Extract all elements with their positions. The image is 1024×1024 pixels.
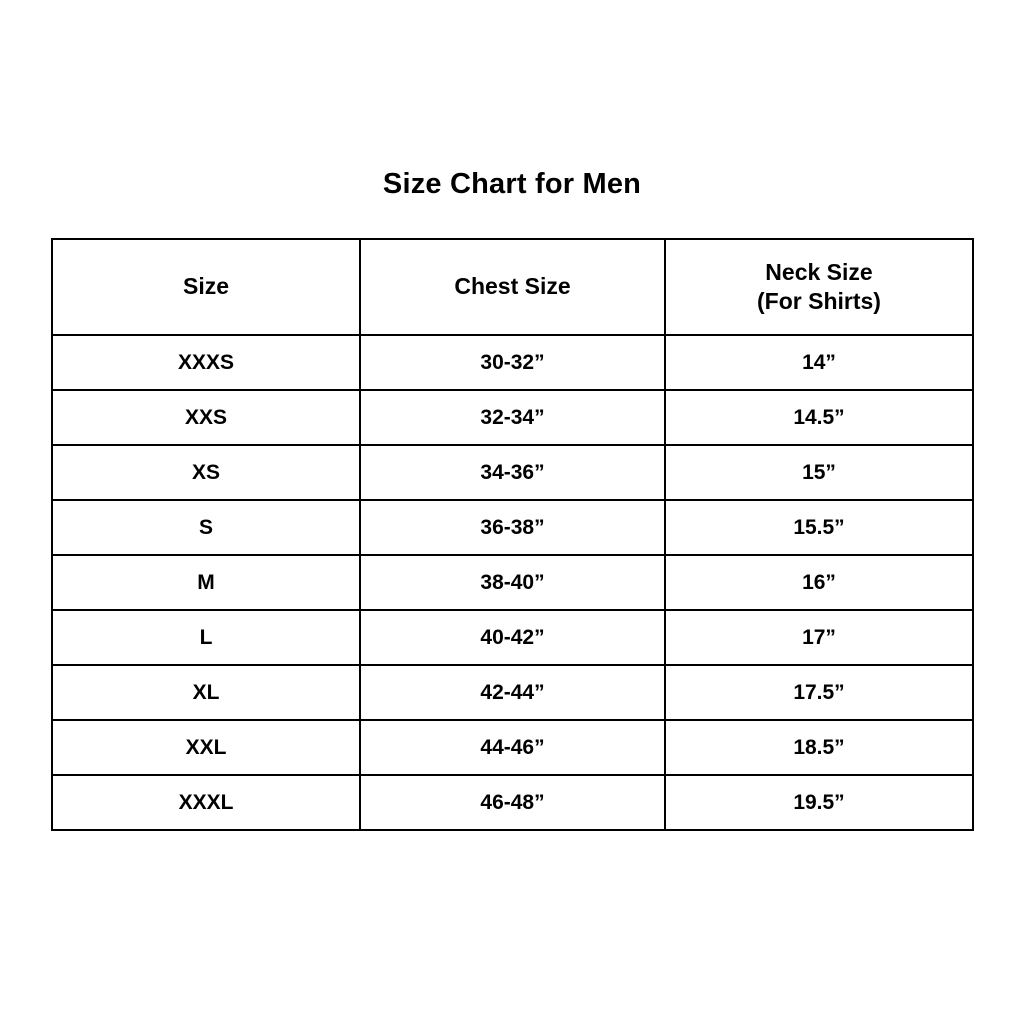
cell-neck: 16” [665,555,973,610]
cell-chest: 40-42” [360,610,665,665]
cell-size: XXXL [52,775,360,830]
cell-chest: 36-38” [360,500,665,555]
cell-size: XL [52,665,360,720]
column-header-size: Size [52,239,360,335]
cell-neck: 15.5” [665,500,973,555]
size-chart-table [51,238,974,831]
column-header-neck-size-label: Neck Size [765,258,873,285]
table-header [52,239,973,335]
cell-chest: 30-32” [360,335,665,390]
cell-neck: 17” [665,610,973,665]
column-header-neck-size-sublabel: (For Shirts) [757,288,881,314]
table-row [52,500,973,555]
cell-size: XXXS [52,335,360,390]
cell-size: M [52,555,360,610]
cell-chest: 32-34” [360,390,665,445]
size-chart-table-container [51,238,972,831]
table-row [52,665,973,720]
table-body [52,335,973,830]
cell-neck: 14” [665,335,973,390]
cell-size: XXL [52,720,360,775]
cell-chest: 44-46” [360,720,665,775]
cell-neck: 15” [665,445,973,500]
cell-chest: 34-36” [360,445,665,500]
cell-neck: 14.5” [665,390,973,445]
cell-size: S [52,500,360,555]
table-row [52,335,973,390]
column-header-neck-size [665,239,973,335]
cell-neck: 19.5” [665,775,973,830]
cell-neck: 17.5” [665,665,973,720]
cell-chest: 46-48” [360,775,665,830]
table-row [52,445,973,500]
table-row [52,390,973,445]
table-row [52,720,973,775]
cell-size: XXS [52,390,360,445]
table-row [52,610,973,665]
column-header-chest-size: Chest Size [360,239,665,335]
table-header-row [52,239,973,335]
table-row [52,555,973,610]
cell-chest: 42-44” [360,665,665,720]
page-title: Size Chart for Men [382,168,642,200]
cell-size: XS [52,445,360,500]
cell-size: L [52,610,360,665]
table-row [52,775,973,830]
cell-neck: 18.5” [665,720,973,775]
cell-chest: 38-40” [360,555,665,610]
